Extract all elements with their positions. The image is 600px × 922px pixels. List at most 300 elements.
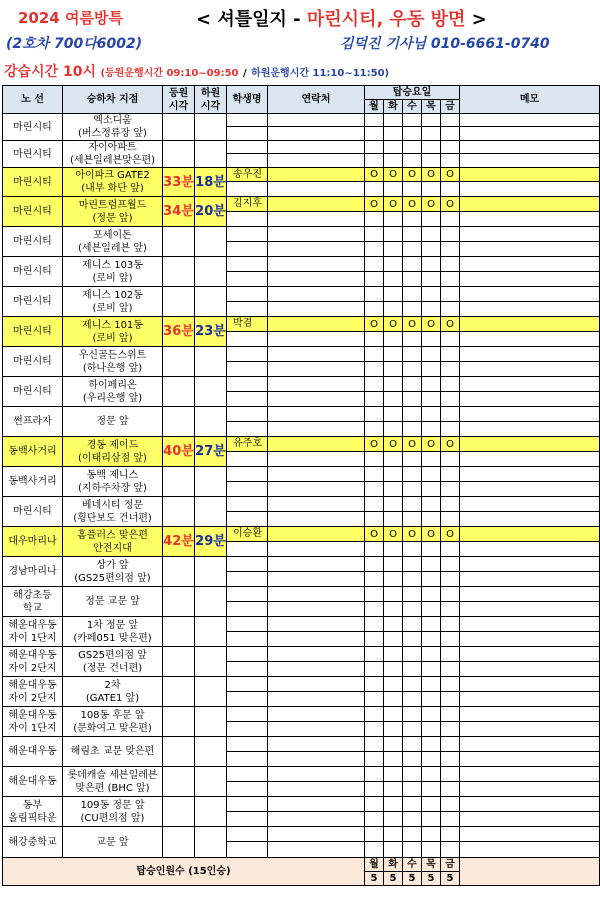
memo-cell[interactable] <box>460 452 600 467</box>
contact-cell[interactable] <box>268 737 365 752</box>
ride-day-cell[interactable] <box>441 347 460 362</box>
ride-day-cell[interactable] <box>365 797 384 812</box>
ride-day-cell[interactable] <box>365 587 384 602</box>
memo-cell[interactable] <box>460 257 600 272</box>
ride-day-cell[interactable]: O <box>365 437 384 452</box>
ride-day-cell[interactable] <box>403 362 422 377</box>
ride-day-cell[interactable] <box>384 257 403 272</box>
ride-day-cell[interactable] <box>403 797 422 812</box>
ride-day-cell[interactable] <box>384 347 403 362</box>
ride-day-cell[interactable] <box>384 812 403 827</box>
contact-cell[interactable] <box>268 362 365 377</box>
memo-cell[interactable] <box>460 437 600 452</box>
ride-day-cell[interactable] <box>441 287 460 302</box>
ride-day-cell[interactable] <box>441 572 460 587</box>
ride-day-cell[interactable] <box>384 617 403 632</box>
contact-cell[interactable] <box>268 587 365 602</box>
ride-day-cell[interactable] <box>365 617 384 632</box>
ride-day-cell[interactable] <box>403 737 422 752</box>
ride-day-cell[interactable] <box>441 722 460 737</box>
contact-cell[interactable] <box>268 257 365 272</box>
contact-cell[interactable] <box>268 752 365 767</box>
ride-day-cell[interactable] <box>365 242 384 257</box>
ride-day-cell[interactable] <box>422 812 441 827</box>
ride-day-cell[interactable]: O <box>384 317 403 332</box>
ride-day-cell[interactable]: O <box>403 197 422 212</box>
student-name-cell[interactable] <box>227 392 268 407</box>
ride-day-cell[interactable] <box>441 812 460 827</box>
ride-day-cell[interactable] <box>365 127 384 141</box>
ride-day-cell[interactable] <box>403 722 422 737</box>
ride-day-cell[interactable] <box>403 141 422 154</box>
ride-day-cell[interactable] <box>441 677 460 692</box>
ride-day-cell[interactable] <box>422 227 441 242</box>
ride-day-cell[interactable] <box>403 827 422 842</box>
ride-day-cell[interactable] <box>384 572 403 587</box>
ride-day-cell[interactable] <box>365 287 384 302</box>
ride-day-cell[interactable] <box>422 542 441 557</box>
ride-day-cell[interactable] <box>403 782 422 797</box>
ride-day-cell[interactable] <box>384 482 403 497</box>
ride-day-cell[interactable] <box>422 632 441 647</box>
ride-day-cell[interactable] <box>384 467 403 482</box>
memo-cell[interactable] <box>460 572 600 587</box>
ride-day-cell[interactable] <box>422 692 441 707</box>
ride-day-cell[interactable] <box>384 227 403 242</box>
ride-day-cell[interactable] <box>365 572 384 587</box>
ride-day-cell[interactable] <box>403 812 422 827</box>
contact-cell[interactable] <box>268 182 365 197</box>
ride-day-cell[interactable] <box>441 154 460 168</box>
ride-day-cell[interactable]: O <box>441 168 460 182</box>
ride-day-cell[interactable] <box>365 257 384 272</box>
student-name-cell[interactable] <box>227 422 268 437</box>
memo-cell[interactable] <box>460 154 600 168</box>
ride-day-cell[interactable] <box>422 707 441 722</box>
ride-day-cell[interactable] <box>422 467 441 482</box>
ride-day-cell[interactable] <box>403 557 422 572</box>
memo-cell[interactable] <box>460 512 600 527</box>
memo-cell[interactable] <box>460 542 600 557</box>
ride-day-cell[interactable] <box>422 141 441 154</box>
student-name-cell[interactable] <box>227 572 268 587</box>
ride-day-cell[interactable] <box>441 362 460 377</box>
ride-day-cell[interactable]: O <box>422 437 441 452</box>
student-name-cell[interactable] <box>227 512 268 527</box>
ride-day-cell[interactable] <box>403 632 422 647</box>
ride-day-cell[interactable] <box>384 752 403 767</box>
ride-day-cell[interactable] <box>384 127 403 141</box>
student-name-cell[interactable] <box>227 242 268 257</box>
ride-day-cell[interactable] <box>403 287 422 302</box>
contact-cell[interactable] <box>268 392 365 407</box>
ride-day-cell[interactable] <box>384 557 403 572</box>
ride-day-cell[interactable] <box>422 422 441 437</box>
ride-day-cell[interactable] <box>384 827 403 842</box>
ride-day-cell[interactable] <box>384 842 403 858</box>
ride-day-cell[interactable] <box>403 272 422 287</box>
contact-cell[interactable] <box>268 602 365 617</box>
ride-day-cell[interactable] <box>403 677 422 692</box>
ride-day-cell[interactable] <box>365 692 384 707</box>
ride-day-cell[interactable] <box>422 722 441 737</box>
contact-cell[interactable] <box>268 482 365 497</box>
ride-day-cell[interactable] <box>384 377 403 392</box>
contact-cell[interactable] <box>268 842 365 858</box>
contact-cell[interactable] <box>268 141 365 154</box>
contact-cell[interactable] <box>268 227 365 242</box>
ride-day-cell[interactable] <box>403 242 422 257</box>
ride-day-cell[interactable] <box>384 737 403 752</box>
memo-cell[interactable] <box>460 632 600 647</box>
ride-day-cell[interactable] <box>403 842 422 858</box>
student-name-cell[interactable] <box>227 632 268 647</box>
contact-cell[interactable] <box>268 722 365 737</box>
ride-day-cell[interactable] <box>422 602 441 617</box>
ride-day-cell[interactable] <box>403 572 422 587</box>
ride-day-cell[interactable] <box>441 257 460 272</box>
contact-cell[interactable] <box>268 242 365 257</box>
ride-day-cell[interactable] <box>365 452 384 467</box>
ride-day-cell[interactable] <box>422 452 441 467</box>
ride-day-cell[interactable] <box>422 737 441 752</box>
memo-cell[interactable] <box>460 497 600 512</box>
student-name-cell[interactable] <box>227 782 268 797</box>
ride-day-cell[interactable] <box>365 812 384 827</box>
ride-day-cell[interactable] <box>384 662 403 677</box>
ride-day-cell[interactable] <box>441 227 460 242</box>
ride-day-cell[interactable] <box>365 422 384 437</box>
ride-day-cell[interactable] <box>365 512 384 527</box>
ride-day-cell[interactable] <box>403 407 422 422</box>
ride-day-cell[interactable] <box>403 182 422 197</box>
memo-cell[interactable] <box>460 527 600 542</box>
contact-cell[interactable] <box>268 168 365 182</box>
ride-day-cell[interactable] <box>422 272 441 287</box>
memo-cell[interactable] <box>460 362 600 377</box>
ride-day-cell[interactable] <box>422 827 441 842</box>
ride-day-cell[interactable] <box>441 272 460 287</box>
memo-cell[interactable] <box>460 182 600 197</box>
ride-day-cell[interactable] <box>441 482 460 497</box>
ride-day-cell[interactable] <box>365 767 384 782</box>
contact-cell[interactable] <box>268 467 365 482</box>
contact-cell[interactable] <box>268 407 365 422</box>
ride-day-cell[interactable] <box>365 647 384 662</box>
ride-day-cell[interactable] <box>384 587 403 602</box>
ride-day-cell[interactable] <box>441 602 460 617</box>
memo-cell[interactable] <box>460 602 600 617</box>
ride-day-cell[interactable] <box>403 647 422 662</box>
contact-cell[interactable] <box>268 827 365 842</box>
contact-cell[interactable] <box>268 377 365 392</box>
ride-day-cell[interactable] <box>365 182 384 197</box>
ride-day-cell[interactable] <box>384 767 403 782</box>
memo-cell[interactable] <box>460 662 600 677</box>
ride-day-cell[interactable] <box>441 242 460 257</box>
contact-cell[interactable] <box>268 317 365 332</box>
memo-cell[interactable] <box>460 677 600 692</box>
ride-day-cell[interactable] <box>365 497 384 512</box>
contact-cell[interactable] <box>268 127 365 141</box>
ride-day-cell[interactable] <box>422 617 441 632</box>
ride-day-cell[interactable] <box>403 692 422 707</box>
ride-day-cell[interactable] <box>441 452 460 467</box>
ride-day-cell[interactable] <box>422 347 441 362</box>
ride-day-cell[interactable] <box>384 542 403 557</box>
ride-day-cell[interactable] <box>403 497 422 512</box>
student-name-cell[interactable] <box>227 452 268 467</box>
memo-cell[interactable] <box>460 692 600 707</box>
ride-day-cell[interactable] <box>384 287 403 302</box>
ride-day-cell[interactable] <box>403 332 422 347</box>
student-name-cell[interactable] <box>227 692 268 707</box>
memo-cell[interactable] <box>460 647 600 662</box>
ride-day-cell[interactable] <box>403 392 422 407</box>
contact-cell[interactable] <box>268 302 365 317</box>
contact-cell[interactable] <box>268 212 365 227</box>
ride-day-cell[interactable] <box>403 227 422 242</box>
ride-day-cell[interactable] <box>384 212 403 227</box>
ride-day-cell[interactable] <box>403 767 422 782</box>
contact-cell[interactable] <box>268 527 365 542</box>
ride-day-cell[interactable] <box>441 707 460 722</box>
ride-day-cell[interactable] <box>422 512 441 527</box>
ride-day-cell[interactable]: O <box>365 197 384 212</box>
memo-cell[interactable] <box>460 737 600 752</box>
ride-day-cell[interactable] <box>441 617 460 632</box>
ride-day-cell[interactable] <box>422 662 441 677</box>
student-name-cell[interactable] <box>227 154 268 168</box>
ride-day-cell[interactable] <box>422 767 441 782</box>
ride-day-cell[interactable] <box>403 512 422 527</box>
ride-day-cell[interactable] <box>403 602 422 617</box>
ride-day-cell[interactable] <box>422 257 441 272</box>
ride-day-cell[interactable] <box>384 407 403 422</box>
memo-cell[interactable] <box>460 722 600 737</box>
ride-day-cell[interactable] <box>384 332 403 347</box>
contact-cell[interactable] <box>268 632 365 647</box>
ride-day-cell[interactable] <box>384 272 403 287</box>
contact-cell[interactable] <box>268 347 365 362</box>
ride-day-cell[interactable] <box>422 587 441 602</box>
ride-day-cell[interactable] <box>441 512 460 527</box>
ride-day-cell[interactable] <box>422 127 441 141</box>
ride-day-cell[interactable] <box>365 482 384 497</box>
ride-day-cell[interactable] <box>422 362 441 377</box>
ride-day-cell[interactable] <box>403 707 422 722</box>
ride-day-cell[interactable] <box>441 422 460 437</box>
ride-day-cell[interactable] <box>441 392 460 407</box>
contact-cell[interactable] <box>268 437 365 452</box>
contact-cell[interactable] <box>268 812 365 827</box>
ride-day-cell[interactable] <box>365 141 384 154</box>
ride-day-cell[interactable] <box>365 154 384 168</box>
ride-day-cell[interactable] <box>441 827 460 842</box>
ride-day-cell[interactable] <box>365 392 384 407</box>
ride-day-cell[interactable]: O <box>365 168 384 182</box>
contact-cell[interactable] <box>268 692 365 707</box>
ride-day-cell[interactable] <box>403 212 422 227</box>
memo-cell[interactable] <box>460 317 600 332</box>
ride-day-cell[interactable]: O <box>403 317 422 332</box>
ride-day-cell[interactable] <box>422 242 441 257</box>
ride-day-cell[interactable] <box>441 737 460 752</box>
ride-day-cell[interactable] <box>365 212 384 227</box>
ride-day-cell[interactable] <box>422 212 441 227</box>
memo-cell[interactable] <box>460 127 600 141</box>
memo-cell[interactable] <box>460 617 600 632</box>
ride-day-cell[interactable] <box>384 647 403 662</box>
ride-day-cell[interactable] <box>441 662 460 677</box>
ride-day-cell[interactable] <box>403 662 422 677</box>
contact-cell[interactable] <box>268 572 365 587</box>
contact-cell[interactable] <box>268 422 365 437</box>
ride-day-cell[interactable] <box>403 347 422 362</box>
ride-day-cell[interactable] <box>441 632 460 647</box>
memo-cell[interactable] <box>460 242 600 257</box>
ride-day-cell[interactable] <box>365 347 384 362</box>
ride-day-cell[interactable]: O <box>422 168 441 182</box>
ride-day-cell[interactable] <box>365 782 384 797</box>
ride-day-cell[interactable] <box>365 227 384 242</box>
ride-day-cell[interactable] <box>365 302 384 317</box>
ride-day-cell[interactable] <box>441 647 460 662</box>
ride-day-cell[interactable] <box>384 512 403 527</box>
memo-cell[interactable] <box>460 422 600 437</box>
memo-cell[interactable] <box>460 752 600 767</box>
contact-cell[interactable] <box>268 452 365 467</box>
ride-day-cell[interactable] <box>441 377 460 392</box>
ride-day-cell[interactable] <box>365 114 384 127</box>
memo-cell[interactable] <box>460 287 600 302</box>
memo-cell[interactable] <box>460 557 600 572</box>
ride-day-cell[interactable] <box>422 497 441 512</box>
ride-day-cell[interactable]: O <box>384 197 403 212</box>
ride-day-cell[interactable]: O <box>422 197 441 212</box>
ride-day-cell[interactable] <box>422 332 441 347</box>
contact-cell[interactable] <box>268 287 365 302</box>
contact-cell[interactable] <box>268 707 365 722</box>
student-name-cell[interactable] <box>227 542 268 557</box>
ride-day-cell[interactable] <box>365 707 384 722</box>
ride-day-cell[interactable] <box>403 302 422 317</box>
memo-cell[interactable] <box>460 168 600 182</box>
memo-cell[interactable] <box>460 797 600 812</box>
ride-day-cell[interactable] <box>441 127 460 141</box>
student-name-cell[interactable] <box>227 127 268 141</box>
contact-cell[interactable] <box>268 197 365 212</box>
ride-day-cell[interactable] <box>441 782 460 797</box>
ride-day-cell[interactable] <box>422 302 441 317</box>
contact-cell[interactable] <box>268 332 365 347</box>
ride-day-cell[interactable] <box>441 332 460 347</box>
ride-day-cell[interactable] <box>403 257 422 272</box>
ride-day-cell[interactable] <box>365 827 384 842</box>
ride-day-cell[interactable] <box>384 362 403 377</box>
contact-cell[interactable] <box>268 154 365 168</box>
ride-day-cell[interactable] <box>384 692 403 707</box>
ride-day-cell[interactable] <box>403 154 422 168</box>
ride-day-cell[interactable] <box>365 542 384 557</box>
ride-day-cell[interactable] <box>441 842 460 858</box>
ride-day-cell[interactable] <box>403 617 422 632</box>
memo-cell[interactable] <box>460 332 600 347</box>
ride-day-cell[interactable] <box>441 182 460 197</box>
ride-day-cell[interactable] <box>384 182 403 197</box>
ride-day-cell[interactable] <box>384 302 403 317</box>
ride-day-cell[interactable] <box>365 377 384 392</box>
ride-day-cell[interactable] <box>365 662 384 677</box>
ride-day-cell[interactable]: O <box>384 168 403 182</box>
ride-day-cell[interactable] <box>384 797 403 812</box>
ride-day-cell[interactable] <box>441 497 460 512</box>
memo-cell[interactable] <box>460 482 600 497</box>
ride-day-cell[interactable] <box>384 154 403 168</box>
ride-day-cell[interactable] <box>384 114 403 127</box>
student-name-cell[interactable] <box>227 602 268 617</box>
ride-day-cell[interactable] <box>441 752 460 767</box>
memo-cell[interactable] <box>460 782 600 797</box>
ride-day-cell[interactable] <box>422 154 441 168</box>
ride-day-cell[interactable] <box>403 127 422 141</box>
ride-day-cell[interactable] <box>422 782 441 797</box>
ride-day-cell[interactable] <box>403 482 422 497</box>
student-name-cell[interactable] <box>227 362 268 377</box>
ride-day-cell[interactable]: O <box>365 317 384 332</box>
ride-day-cell[interactable]: O <box>403 527 422 542</box>
contact-cell[interactable] <box>268 272 365 287</box>
ride-day-cell[interactable] <box>441 542 460 557</box>
ride-day-cell[interactable] <box>384 141 403 154</box>
ride-day-cell[interactable]: O <box>403 168 422 182</box>
student-name-cell[interactable] <box>227 212 268 227</box>
ride-day-cell[interactable] <box>422 377 441 392</box>
student-name-cell[interactable] <box>227 272 268 287</box>
memo-cell[interactable] <box>460 227 600 242</box>
ride-day-cell[interactable] <box>384 452 403 467</box>
ride-day-cell[interactable] <box>422 677 441 692</box>
ride-day-cell[interactable] <box>384 632 403 647</box>
contact-cell[interactable] <box>268 557 365 572</box>
memo-cell[interactable] <box>460 141 600 154</box>
contact-cell[interactable] <box>268 662 365 677</box>
memo-cell[interactable] <box>460 827 600 842</box>
contact-cell[interactable] <box>268 542 365 557</box>
memo-cell[interactable] <box>460 347 600 362</box>
ride-day-cell[interactable]: O <box>384 527 403 542</box>
ride-day-cell[interactable] <box>384 602 403 617</box>
contact-cell[interactable] <box>268 512 365 527</box>
ride-day-cell[interactable] <box>441 407 460 422</box>
memo-cell[interactable] <box>460 467 600 482</box>
ride-day-cell[interactable] <box>441 797 460 812</box>
contact-cell[interactable] <box>268 767 365 782</box>
memo-cell[interactable] <box>460 767 600 782</box>
ride-day-cell[interactable] <box>403 452 422 467</box>
ride-day-cell[interactable]: O <box>384 437 403 452</box>
contact-cell[interactable] <box>268 797 365 812</box>
ride-day-cell[interactable] <box>365 272 384 287</box>
ride-day-cell[interactable] <box>441 467 460 482</box>
ride-day-cell[interactable] <box>365 677 384 692</box>
ride-day-cell[interactable] <box>384 782 403 797</box>
memo-cell[interactable] <box>460 212 600 227</box>
ride-day-cell[interactable] <box>441 114 460 127</box>
ride-day-cell[interactable] <box>384 677 403 692</box>
ride-day-cell[interactable] <box>384 722 403 737</box>
ride-day-cell[interactable] <box>441 557 460 572</box>
